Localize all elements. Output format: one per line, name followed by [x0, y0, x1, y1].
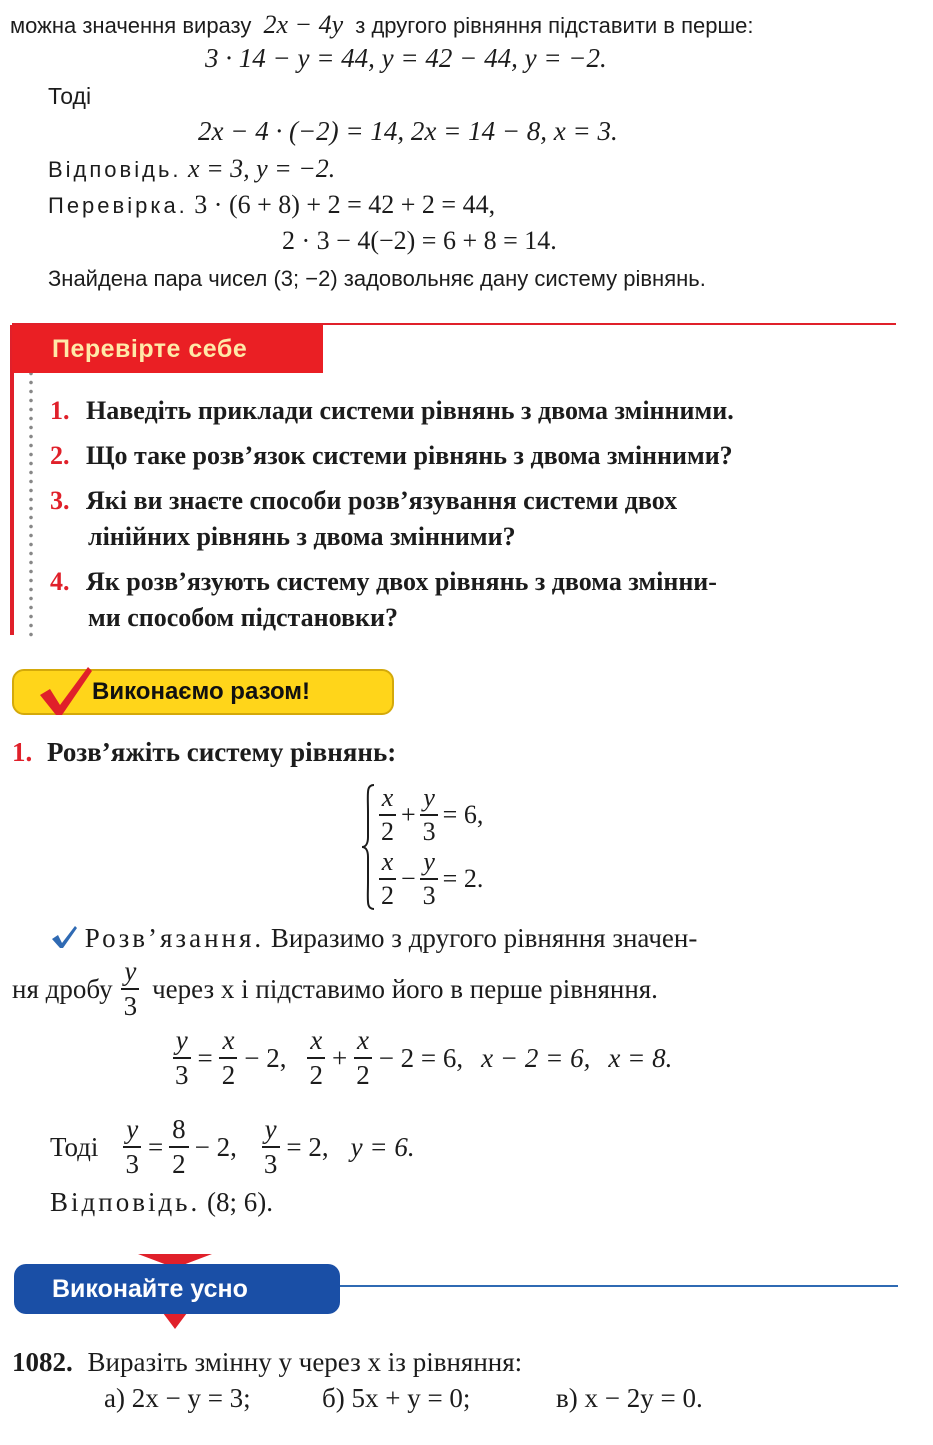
exercise-number: 1082. [12, 1347, 73, 1377]
work-part: x − 2 = 6, [481, 1042, 591, 1073]
solution-line-2 [12, 958, 658, 1020]
task-number: 1. [12, 737, 33, 767]
question-number: 2. [50, 441, 70, 470]
fraction: $\frac{8}{2}$ [169, 1116, 189, 1178]
operator: + [401, 800, 416, 829]
check-label: Перевірка. [48, 193, 188, 218]
operator: − [401, 864, 416, 893]
together-banner [12, 669, 394, 715]
answer-value: x = 3, y = −2. [188, 154, 336, 183]
question-2 [50, 441, 733, 471]
question-4-cont: ми способом підстановки? [88, 603, 398, 632]
equals: = [197, 1042, 213, 1073]
exercise-1082 [12, 1347, 522, 1378]
work-part: x = 8. [608, 1042, 673, 1073]
solution-line-1 [50, 923, 697, 954]
exercise-item-c: в) x − 2y = 0. [556, 1383, 703, 1413]
equation-line-1: 3 · 14 − y = 44, y = 42 − 44, y = −2. [205, 43, 607, 73]
exercise-item-b: б) 5x + y = 0; [322, 1383, 471, 1413]
then-line [50, 1116, 415, 1178]
equals: = [147, 1131, 164, 1162]
fraction: $\frac{y}{3}$ [261, 1116, 281, 1178]
intro-text: можна значення виразу [10, 13, 252, 38]
intro-line [10, 10, 754, 40]
question-3 [50, 486, 677, 516]
together-answer [50, 1187, 273, 1218]
solution-label: Розв’язання. [84, 923, 265, 953]
exercise-item-a: а) 2x − y = 3; [104, 1383, 251, 1413]
oral-rule [330, 1285, 898, 1287]
question-1 [50, 396, 734, 426]
question-text: Наведіть приклади системи рівнянь з двома змінними. [86, 396, 734, 425]
question-number: 3. [50, 486, 70, 515]
operator: + [331, 1042, 348, 1073]
system-equation-1 [376, 785, 483, 845]
solution-text: Виразимо з другого рівняння значен- [270, 923, 698, 953]
fraction: $\frac{x}{2}$ [353, 1027, 373, 1089]
intro-expression: 2x − 4y [263, 10, 344, 39]
self-check-title: Перевірте себе [52, 334, 248, 363]
answer-label: Відповідь. [48, 157, 182, 182]
fraction: $\frac{x}{2}$ [378, 785, 397, 845]
rhs: = 6, [442, 800, 484, 829]
fraction: $\frac{y}{3}$ [420, 849, 439, 909]
system-equation-2 [376, 849, 483, 909]
question-text: Що таке розв’язок системи рівнянь з двома змінними? [86, 441, 733, 470]
question-4 [50, 567, 717, 597]
question-number: 1. [50, 396, 70, 425]
work-part: − 2 = 6, [378, 1042, 464, 1073]
then-part: y = 6. [350, 1131, 415, 1162]
then-label: Тоді [50, 1131, 99, 1162]
question-3-cont: лінійних рівнянь з двома змінними? [88, 522, 516, 551]
fraction: $\frac{y}{3}$ [420, 785, 439, 845]
together-title: Виконаємо разом! [92, 678, 311, 705]
check-line-1 [48, 190, 495, 220]
fraction-y-over-3: $\frac{y}{3}$ [121, 958, 141, 1020]
exercise-text: Виразіть змінну y через x із рівняння: [87, 1347, 523, 1377]
work-part: − 2, [244, 1042, 287, 1073]
question-text: Які ви знаєте способи розв’язування системи двох [86, 486, 678, 515]
fraction: $\frac{y}{3}$ [122, 1116, 142, 1178]
checkmark-icon [50, 925, 78, 949]
notebook-dots [28, 342, 34, 637]
rhs: = 2. [442, 864, 484, 893]
solution-text-2b: через x і підставимо його в перше рівняння. [152, 973, 658, 1004]
left-brace-icon [360, 783, 376, 911]
oral-ribbon-bottom [163, 1313, 187, 1329]
then-label: Тоді [48, 83, 92, 109]
fraction: $\frac{x}{2}$ [378, 849, 397, 909]
self-check-banner [12, 325, 323, 373]
task-text: Розв’яжіть систему рівнянь: [47, 737, 397, 767]
task-1 [12, 737, 396, 768]
check-line-2: 2 · 3 − 4(−2) = 6 + 8 = 14. [282, 226, 557, 255]
intro-tail: з другого рівняння підставити в перше: [355, 13, 754, 38]
conclusion-text: Знайдена пара чисел (3; −2) задовольняє дану систему рівнянь. [48, 266, 706, 291]
question-number: 4. [50, 567, 70, 596]
fraction: $\frac{x}{2}$ [219, 1027, 239, 1089]
work-line [170, 1027, 672, 1089]
fraction: $\frac{y}{3}$ [172, 1027, 192, 1089]
answer-line [48, 154, 335, 184]
checkmark-icon [36, 665, 94, 717]
then-part: − 2, [194, 1131, 237, 1162]
fraction: $\frac{x}{2}$ [306, 1027, 326, 1089]
question-text: Як розв’язують систему двох рівнянь з двома змінни- [86, 567, 717, 596]
equation-line-2: 2x − 4 · (−2) = 14, 2x = 14 − 8, x = 3. [198, 116, 618, 146]
answer-label: Відповідь. [50, 1187, 201, 1217]
oral-title: Виконайте усно [52, 1274, 248, 1303]
then-part: = 2, [286, 1131, 329, 1162]
oral-banner [14, 1264, 340, 1314]
check-expression-1: 3 · (6 + 8) + 2 = 42 + 2 = 44, [194, 190, 496, 219]
answer-value: (8; 6). [207, 1187, 273, 1217]
solution-text-2a: ня дробу [12, 973, 113, 1004]
